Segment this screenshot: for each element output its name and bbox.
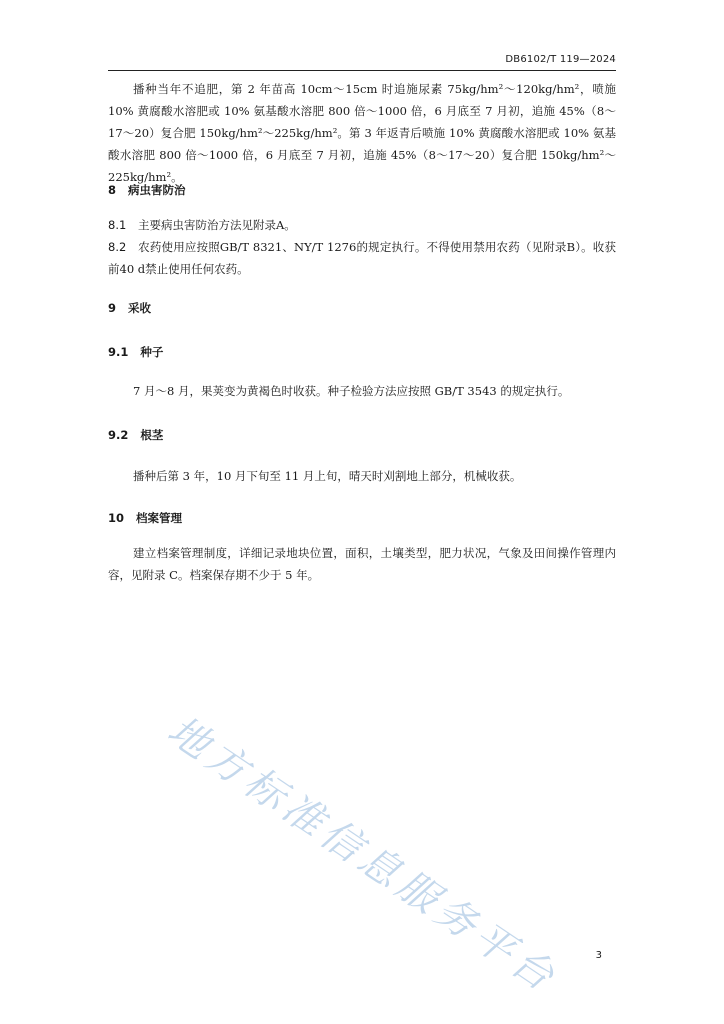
section-number: 8: [108, 183, 117, 197]
root-harvest-paragraph: 播种后第 3 年，10 月下旬至 11 月上旬，晴天时刈割地上部分，机械收获。: [133, 469, 522, 483]
section-10-heading: [108, 510, 182, 526]
section-title: 档案管理: [136, 511, 183, 525]
section-number: 9: [108, 301, 117, 315]
section-9-heading: [108, 300, 151, 316]
fertilization-paragraph: 播种当年不追肥，第 2 年苗高 10cm～15cm 时追施尿素 75kg/hm²～120kg/hm²，喷施 10% 黄腐酸水溶肥或 10% 氨基酸水溶肥 800 倍～1000 倍，6 月底至 7 月初，追施 45%（8～17～20）复合肥 150kg/hm²～225kg/hm²。第 3 年返青后喷施 10% 黄腐酸水溶肥或 10% 氨基酸水溶肥 800 倍～1000 倍，6 月底至 7 月初，追施 45%（8～17～20）复合肥 150kg/hm²～225kg/hm²。: [108, 82, 616, 184]
page-number: 3: [595, 950, 602, 961]
seed-harvest-paragraph: 7 月～8 月，果荚变为黄褐色时收获。种子检验方法应按照 GB/T 3543 的规定执行。: [133, 384, 570, 398]
section-number: 10: [108, 511, 125, 525]
clause-number: 8.1: [108, 218, 127, 232]
section-title: 种子: [140, 345, 164, 359]
standard-code: DB6102/T 119—2024: [505, 54, 616, 65]
clause-text: 农药使用应按照GB/T 8321、NY/T 1276的规定执行。不得使用禁用农药（见附录B）。收获前40 d禁止使用任何农药。: [108, 240, 616, 276]
clause-text: 主要病虫害防治方法见附录A。: [138, 218, 296, 232]
section-8-heading: [108, 182, 186, 198]
section-title: 根茎: [140, 428, 164, 442]
section-title: 采收: [128, 301, 152, 315]
section-number: 9.2: [108, 428, 129, 442]
section-9-2-heading: [108, 427, 163, 443]
section-9-1-heading: [108, 344, 163, 360]
platform-watermark: 地方标准信息服务平台: [159, 707, 567, 1003]
records-paragraph: 建立档案管理制度，详细记录地块位置，面积，土壤类型，肥力状况，气象及田间操作管理内容，见附录 C。档案保存期不少于 5 年。: [108, 546, 616, 582]
section-number: 9.1: [108, 345, 129, 359]
section-title: 病虫害防治: [128, 183, 186, 197]
clause-number: 8.2: [108, 240, 127, 254]
header-rule: [108, 70, 616, 71]
clause-8-2: [108, 236, 616, 280]
clause-8-1: [108, 214, 616, 236]
